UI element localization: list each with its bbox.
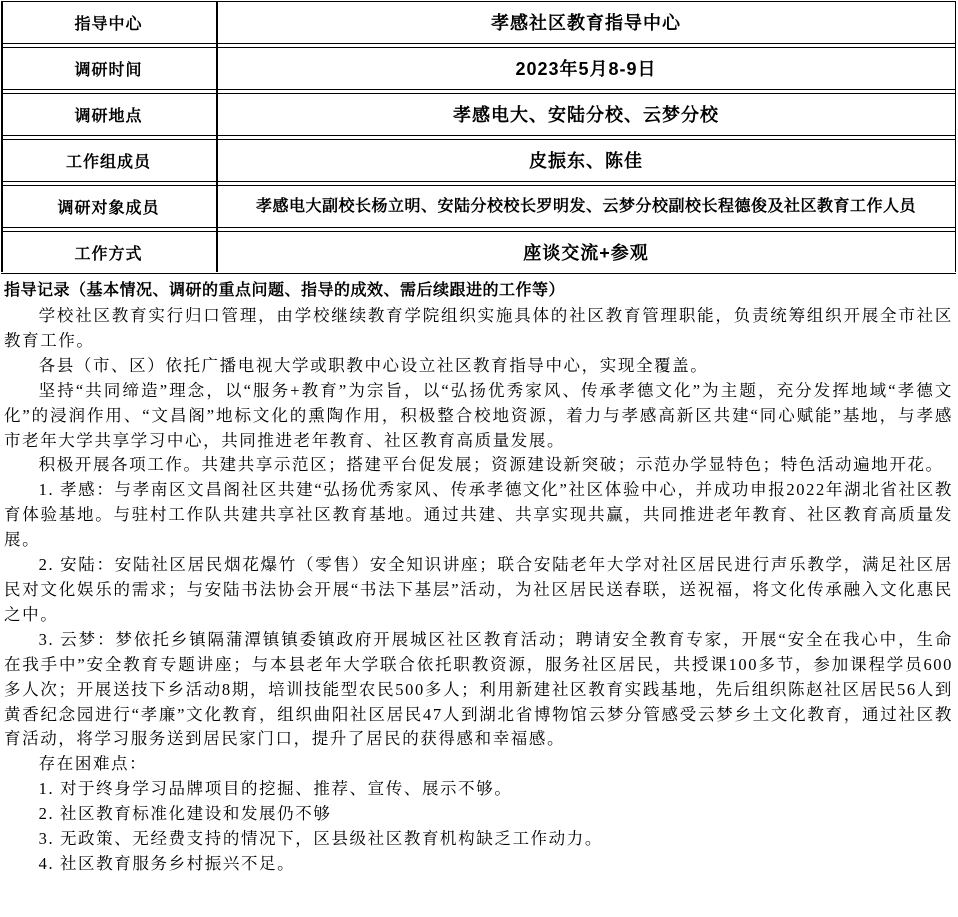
table-left-border <box>1 1 3 272</box>
record-paragraph: 2. 安陆：安陆社区居民烟花爆竹（零售）安全知识讲座；联合安陆老年大学对社区居民进行声乐教学，满足社区居民对文化娱乐的需求；与安陆书法协会开展“书法下基层”活动，为社区居民送春联，送祝福，将文化传承融入文化惠民之中。 <box>4 555 953 624</box>
guidance-record-section <box>1 277 956 877</box>
record-difficulty-item: 1. 对于终身学习品牌项目的挖掘、推荐、宣传、展示不够。 <box>38 779 513 799</box>
table-row-survey-subjects <box>1 185 956 228</box>
row-value: 孝感电大副校长杨立明、安陆分校校长罗明发、云梦分校副校长程德俊及社区教育工作人员 <box>255 198 916 215</box>
survey-info-table <box>1 1 956 274</box>
record-paragraph: 学校社区教育实行归口管理，由学校继续教育学院组织实施具体的社区教育管理职能，负责统筹组织开展全市社区教育工作。 <box>4 306 953 350</box>
row-label: 工作组成员 <box>65 154 151 171</box>
row-label: 调研对象成员 <box>57 200 160 217</box>
table-right-border <box>955 1 957 272</box>
record-body <box>4 304 953 877</box>
table-row-guidance-center <box>1 1 956 44</box>
record-paragraph: 1. 孝感：与孝南区文昌阁社区共建“弘扬优秀家风、传承孝德文化”社区体验中心，并成功申报2022年湖北省社区教育体验基地。与驻村工作队共建共享社区教育基地。通过共建、共享实现共赢，共同推进老年教育、社区教育高质量发展。 <box>4 480 953 550</box>
record-heading: 指导记录（基本情况、调研的重点问题、指导的成效、需后续跟进的工作等） <box>4 282 566 299</box>
row-label: 调研地点 <box>74 108 143 125</box>
record-paragraph: 3. 云梦：梦依托乡镇隔蒲潭镇镇委镇政府开展城区社区教育活动；聘请安全教育专家，开展“安全在我心中，生命在我手中”安全教育专题讲座；与本县老年大学联合依托职教资源，服务社区居民，共授课100多节，参加课程学员600多人次；开展送技下乡活动8期，培训技能型农民500多人；利用新建社区教育实践基地，先后组织陈赵社区居民56人到黄香纪念园进行“孝廉”文化教育，组织曲阳社区居民47人到湖北省博物馆云梦分管感受云梦乡土文化教育，通过社区教育活动，将学习服务送到居民家门口，提升了居民的获得感和幸福感。 <box>4 629 953 749</box>
row-value: 座谈交流+参观 <box>523 242 649 263</box>
row-value: 2023年5月8-9日 <box>515 58 657 79</box>
table-row-survey-time <box>1 47 956 90</box>
row-label: 调研时间 <box>74 62 143 79</box>
record-paragraph: 各县（市、区）依托广播电视大学或职教中心设立社区教育指导中心，实现全覆盖。 <box>38 355 709 375</box>
record-paragraph: 积极开展各项工作。共建共享示范区；搭建平台促发展；资源建设新突破；示范办学显特色；特色活动遍地开花。 <box>38 455 944 475</box>
record-paragraph: 坚持“共同缔造”理念，以“服务+教育”为宗旨，以“弘扬优秀家风、传承孝德文化”为主题，充分发挥地域“孝德文化”的浸润作用、“文昌阁”地标文化的熏陶作用，积极整合校地资源，着力与孝感高新区共建“同心赋能”基地，与孝感市老年大学共享学习中心，共同推进老年教育、社区教育高质量发展。 <box>4 380 953 450</box>
table-row-work-method <box>1 231 956 274</box>
row-label: 工作方式 <box>74 246 143 263</box>
row-value: 皮振东、陈佳 <box>529 150 643 171</box>
table-row-survey-location <box>1 93 956 136</box>
record-difficulty-item: 3. 无政策、无经费支持的情况下，区县级社区教育机构缺乏工作动力。 <box>38 829 603 849</box>
row-label: 指导中心 <box>74 16 143 33</box>
record-paragraph-difficulties-title: 存在困难点： <box>38 754 148 774</box>
record-difficulty-item: 2. 社区教育标准化建设和发展仍不够 <box>38 804 332 824</box>
record-difficulty-item: 4. 社区教育服务乡村振兴不足。 <box>38 853 296 873</box>
row-value: 孝感电大、安陆分校、云梦分校 <box>453 104 719 125</box>
table-row-workgroup-members <box>1 139 956 182</box>
table-column-divider <box>216 1 218 272</box>
row-value: 孝感社区教育指导中心 <box>491 12 681 33</box>
